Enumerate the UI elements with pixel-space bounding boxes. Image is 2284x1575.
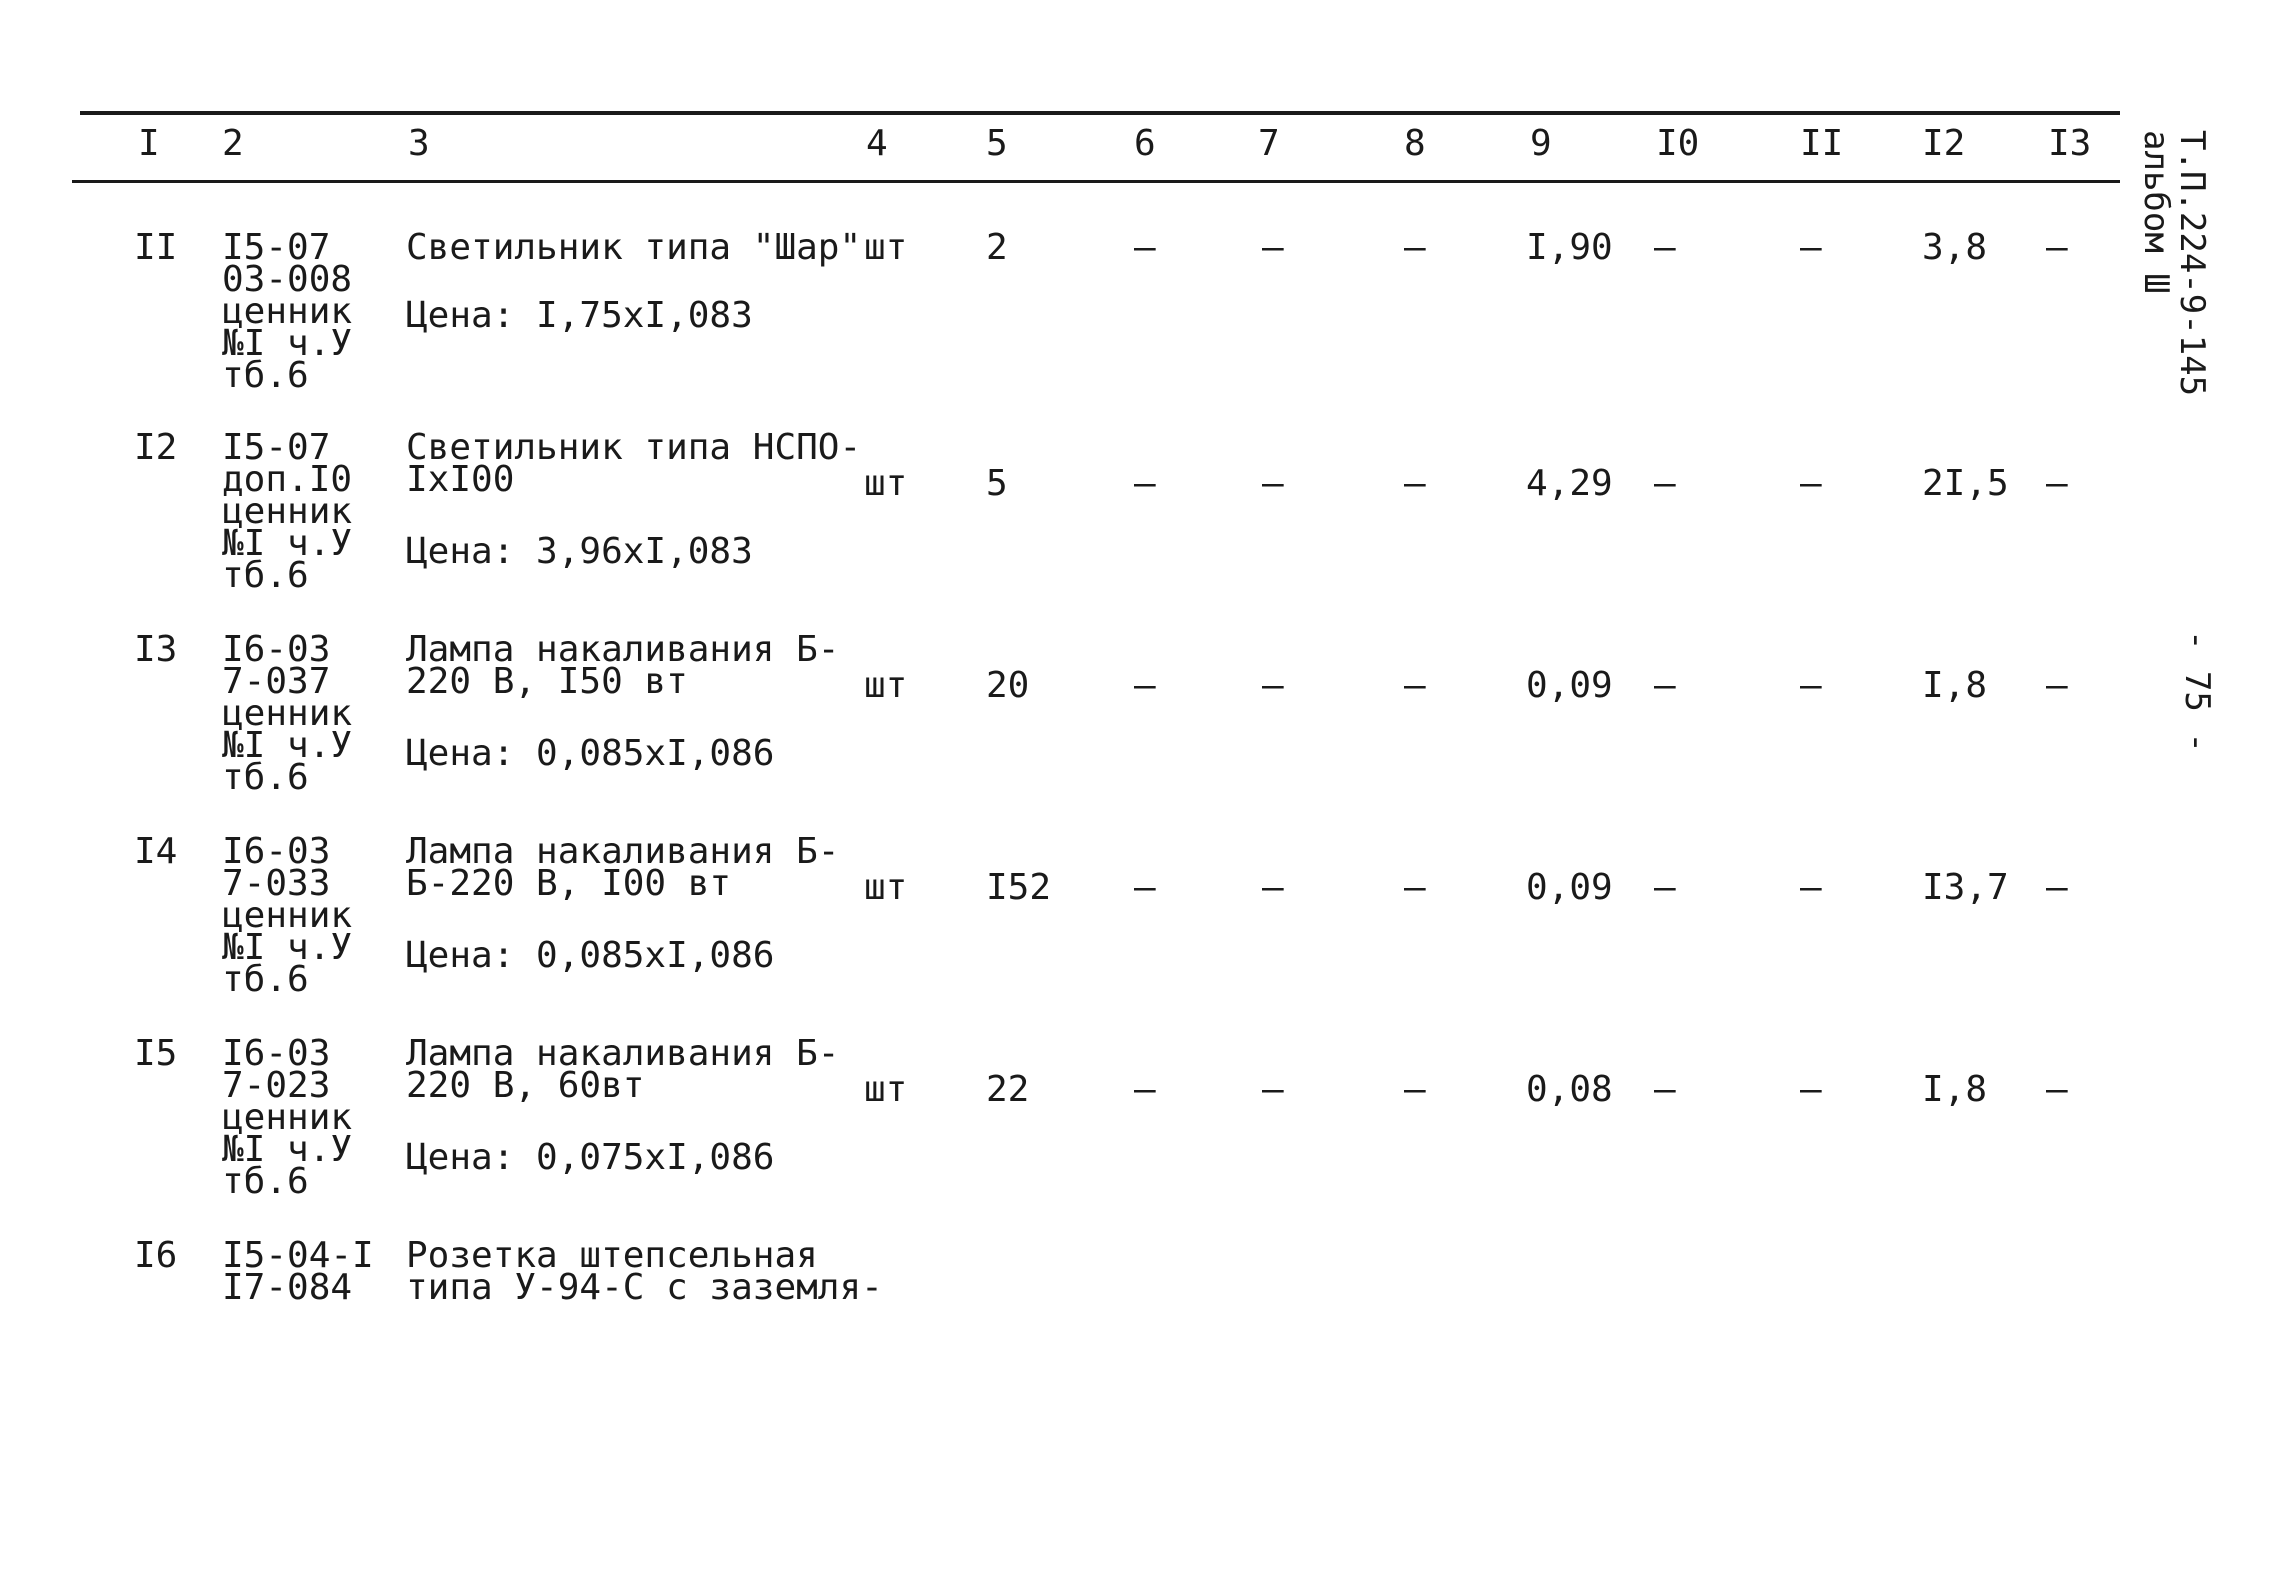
row-number: II — [134, 227, 178, 268]
row-col8: – — [1404, 665, 1426, 706]
row-number: I4 — [134, 831, 178, 872]
page-number: - 75 - — [2177, 630, 2217, 753]
row-col6: – — [1134, 463, 1156, 504]
row-col10: – — [1654, 463, 1676, 504]
row-price: Цена: 0,085xI,086 — [406, 935, 775, 976]
row-name: Светильник типа НСПО- IxI00 — [406, 427, 862, 500]
row-price: Цена: 3,96xI,083 — [406, 531, 753, 572]
row-price: Цена: I,75xI,083 — [406, 295, 753, 336]
header-col-12: I2 — [1922, 123, 1966, 164]
row-col13: – — [2046, 867, 2068, 908]
row-col11: – — [1800, 227, 1822, 268]
row-unit: шт — [864, 665, 908, 706]
header-col-2: 2 — [222, 123, 244, 164]
row-price: Цена: 0,075xI,086 — [406, 1137, 775, 1178]
row-qty: 22 — [986, 1069, 1030, 1110]
row-qty: 2 — [986, 227, 1008, 268]
row-number: I6 — [134, 1235, 178, 1276]
row-col7: – — [1262, 867, 1284, 908]
row-unit: шт — [864, 867, 908, 908]
row-col8: – — [1404, 1069, 1426, 1110]
row-unit: шт — [864, 227, 908, 268]
row-code: I6-03 7-037 ценник №I ч.У тб.6 — [222, 629, 353, 798]
header-col-13: I3 — [2048, 123, 2092, 164]
row-col11: – — [1800, 665, 1822, 706]
row-col12: 3,8 — [1922, 227, 1988, 268]
row-col11: – — [1800, 463, 1822, 504]
row-code: I5-04-I I7-084 — [222, 1235, 374, 1308]
row-qty: I52 — [986, 867, 1052, 908]
row-col11: – — [1800, 867, 1822, 908]
header-col-8: 8 — [1404, 123, 1426, 164]
row-col11: – — [1800, 1069, 1822, 1110]
row-col13: – — [2046, 665, 2068, 706]
row-col10: – — [1654, 665, 1676, 706]
header-col-11: II — [1800, 123, 1844, 164]
header-col-9: 9 — [1530, 123, 1552, 164]
header-col-7: 7 — [1258, 123, 1280, 164]
page-number-margin — [2165, 630, 2225, 800]
row-col9: 0,08 — [1526, 1069, 1613, 1110]
row-col12: 2I,5 — [1922, 463, 2009, 504]
row-col6: – — [1134, 1069, 1156, 1110]
row-name: Светильник типа "Шар" — [406, 227, 862, 268]
row-col10: – — [1654, 227, 1676, 268]
header-col-3: 3 — [408, 123, 430, 164]
header-col-5: 5 — [986, 123, 1008, 164]
row-col6: – — [1134, 665, 1156, 706]
header-col-1: I — [138, 123, 160, 164]
row-col13: – — [2046, 463, 2068, 504]
row-col12: I,8 — [1922, 665, 1988, 706]
header-bottom-rule — [72, 180, 2120, 183]
row-name: Лампа накаливания Б- 220 В, 60вт — [406, 1033, 840, 1106]
row-number: I3 — [134, 629, 178, 670]
row-col9: 0,09 — [1526, 665, 1613, 706]
row-col9: I,90 — [1526, 227, 1613, 268]
document-code-margin — [2130, 130, 2210, 460]
row-col13: – — [2046, 227, 2068, 268]
header-col-4: 4 — [866, 123, 888, 164]
row-name: Лампа накаливания Б- Б-220 В, I00 вт — [406, 831, 840, 904]
row-col7: – — [1262, 1069, 1284, 1110]
row-price: Цена: 0,085xI,086 — [406, 733, 775, 774]
row-code: I6-03 7-023 ценник №I ч.У тб.6 — [222, 1033, 353, 1202]
row-col8: – — [1404, 227, 1426, 268]
row-unit: шт — [864, 463, 908, 504]
row-qty: 5 — [986, 463, 1008, 504]
row-col6: – — [1134, 227, 1156, 268]
row-col12: I3,7 — [1922, 867, 2009, 908]
row-unit: шт — [864, 1069, 908, 1110]
row-col10: – — [1654, 1069, 1676, 1110]
row-name: Розетка штепсельная типа У-94-С с заземля- — [406, 1235, 883, 1308]
row-col7: – — [1262, 227, 1284, 268]
row-qty: 20 — [986, 665, 1030, 706]
row-col8: – — [1404, 463, 1426, 504]
header-col-6: 6 — [1134, 123, 1156, 164]
row-code: I5-07 03-008 ценник №I ч.У тб.6 — [222, 227, 353, 396]
header-col-10: I0 — [1656, 123, 1700, 164]
document-code: Т.П.224-9-145 альбом Ш — [2136, 130, 2212, 397]
row-col12: I,8 — [1922, 1069, 1988, 1110]
row-col7: – — [1262, 463, 1284, 504]
row-col10: – — [1654, 867, 1676, 908]
row-code: I5-07 доп.I0 ценник №I ч.У тб.6 — [222, 427, 353, 596]
row-number: I5 — [134, 1033, 178, 1074]
row-col13: – — [2046, 1069, 2068, 1110]
row-name: Лампа накаливания Б- 220 В, I50 вт — [406, 629, 840, 702]
row-number: I2 — [134, 427, 178, 468]
row-col6: – — [1134, 867, 1156, 908]
row-code: I6-03 7-033 ценник №I ч.У тб.6 — [222, 831, 353, 1000]
row-col9: 4,29 — [1526, 463, 1613, 504]
row-col8: – — [1404, 867, 1426, 908]
row-col9: 0,09 — [1526, 867, 1613, 908]
table-top-rule — [80, 111, 2120, 115]
row-col7: – — [1262, 665, 1284, 706]
